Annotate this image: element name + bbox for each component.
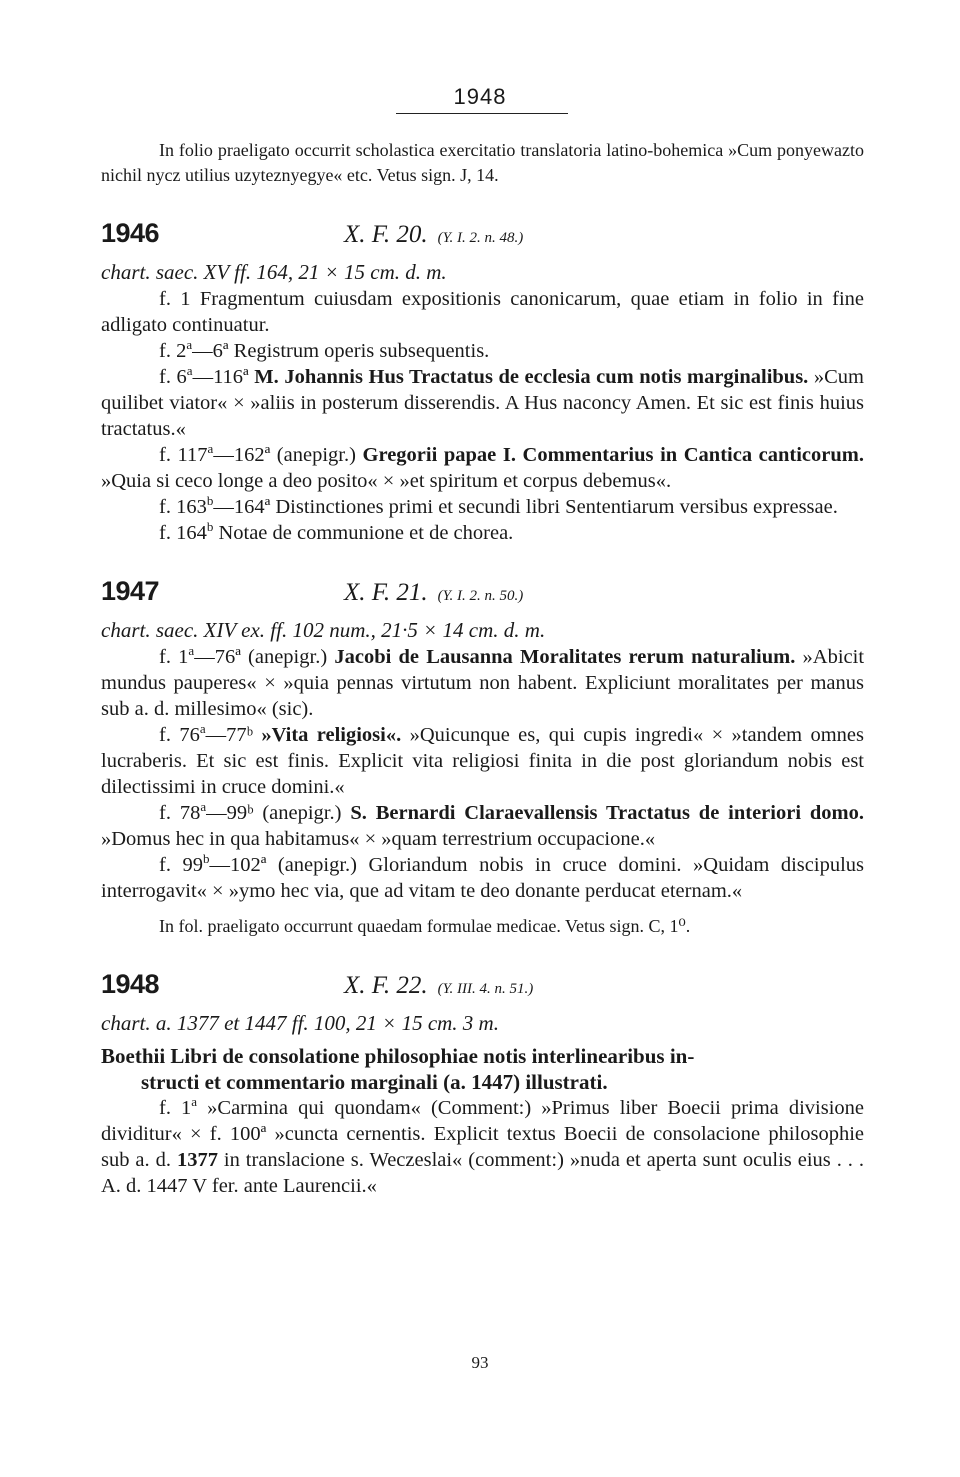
physical-description: chart. saec. XIV ex. ff. 102 num., 21·5 × 14 cm. d. m. — [101, 618, 546, 642]
incipit-explicit: »Quia si ceco longe a deo posito« × »et spiritum et corpus debemus«. — [101, 470, 672, 492]
folio-content — [101, 286, 864, 338]
folio-side: a — [186, 337, 193, 353]
work-heading: M. Johannis Hus Tractatus de ecclesia cum notis marginalibus. — [254, 366, 809, 388]
incipit-explicit: »Abicit mundus pauperes« × »quia pennas virtutum non habent. Expliciunt moralitates per manus sub a. d. millesimo« (sic). — [101, 646, 865, 720]
work-heading: 1377 — [176, 1149, 218, 1171]
entry-number: 1947 — [101, 576, 160, 606]
folio-text: —6ª Registrum operis subsequentis. — [192, 340, 490, 362]
entry-number: 1946 — [101, 218, 160, 248]
old-signature: (Y. III. 4. n. 51.) — [437, 981, 534, 997]
incipit-explicit: Fragmentum cuiusdam expositionis canonicarum, quae etiam in folio in fine adligato continuatur. — [101, 288, 865, 336]
folio-side: a — [200, 799, 207, 815]
old-signature: (Y. I. 2. n. 48.) — [437, 230, 524, 246]
incipit-explicit: »Quicunque es, qui cupis ingredi« × »tandem omnes lucraberis. Et sic est finis. Explicit vita religiosi finita in die post gloriandum nobis est dilectissimi in cruce domini.« — [101, 724, 865, 798]
work-heading: S. Bernardi Claraevallensis Tractatus de interiori domo. — [350, 802, 864, 824]
work-heading: Jacobi de Lausanna Moralitates rerum naturalium. — [334, 646, 796, 668]
folio-text: —76ª (anepigr.) — [194, 646, 335, 668]
folio-content — [101, 494, 864, 520]
folio-content — [101, 852, 864, 904]
entry-note: In fol. praeligato occurrunt quaedam formulae medicae. Vetus sign. C, 1⁰. — [159, 916, 691, 936]
folio-ref: f. 1 — [159, 646, 189, 668]
work-title-line: Boethii Libri de consolatione philosophiae notis interlinearibus in- — [101, 1044, 695, 1068]
shelf-signature: X. F. 21. — [344, 579, 428, 606]
folio-ref: f. 164 — [159, 522, 207, 544]
shelf-signature: X. F. 22. — [344, 972, 428, 999]
work-heading: »Vita religiosi«. — [261, 724, 402, 746]
folio-text: —164ª Distinctiones primi et secundi libri Sententiarum versibus expressae. — [213, 496, 838, 518]
folio-side: a — [207, 441, 214, 457]
intro-note: In folio praeligato occurrit scholastica exercitatio translatoria latino-bohemica »Cum ponyewazto nichil nycz utilius uzyteznyegye« etc. Vetus sign. J, 14. — [101, 140, 864, 185]
folio-text: —162ª (anepigr.) — [213, 444, 363, 466]
work-title — [101, 1043, 864, 1095]
folio-content — [101, 364, 864, 442]
folio-side: a — [188, 643, 195, 659]
work-title-line: structi et commentario marginali (a. 1447) illustrati. — [141, 1070, 608, 1094]
folio-content — [101, 338, 864, 364]
shelf-signature: X. F. 20. — [344, 221, 428, 248]
incipit-explicit: »Domus hec in qua habitamus« × »quam terrestrium occupacione.« — [101, 828, 656, 850]
folio-content — [101, 800, 864, 852]
work-heading: Gregorii papae I. Commentarius in Cantica canticorum. — [362, 444, 864, 466]
entry-heading — [101, 969, 864, 1009]
physical-description: chart. saec. XV ff. 164, 21 × 15 cm. d. m. — [101, 260, 447, 284]
folio-ref: f. 1 — [159, 288, 191, 310]
folio-content — [101, 644, 864, 722]
folio-ref: f. 2 — [159, 340, 187, 362]
folio-text: Notae de communione et de chorea. — [213, 522, 514, 544]
folio-ref: f. 163 — [159, 496, 207, 518]
folio-side: a — [186, 363, 193, 379]
folio-text: »Carmina qui quondam« (Comment:) »Primus liber Boecii prima divisione dividitur« × f. 100ª »cuncta cernentis. Explicit textus Boecii de consolacione philosophie sub a. d. — [101, 1097, 865, 1171]
page-number: 93 — [471, 1353, 489, 1372]
folio-side: a — [199, 721, 206, 737]
old-signature: (Y. I. 2. n. 50.) — [437, 588, 524, 604]
folio-ref: f. 1 — [159, 1097, 192, 1119]
folio-side: a — [191, 1094, 198, 1110]
incipit-explicit: in translacione s. Weczeslai« (comment:) »nuda et aperta sunt oculis eius . . . A. d. 1447 V fer. ante Laurencii.« — [101, 1149, 865, 1197]
folio-text: —102ª (anepigr.) Gloriandum nobis in cruce domini. »Quidam discipulus interrogavit« × »ymo hec via, que ad vitam te deo donante perducat eternam.« — [101, 854, 865, 902]
incipit-explicit: »Cum quilibet viator« × »aliis in posterum disserendis. A Hus naconcy Amen. Et sic est finis huius tractatus.« — [101, 366, 864, 440]
entry-number: 1948 — [101, 969, 160, 999]
folio-side: b — [206, 519, 214, 535]
physical-description: chart. a. 1377 et 1447 ff. 100, 21 × 15 cm. 3 m. — [101, 1011, 499, 1035]
folio-content — [101, 722, 864, 800]
catalogue-content — [101, 138, 864, 1199]
folio-text: —99ᵇ (anepigr.) — [206, 802, 351, 824]
folio-ref: f. 76 — [159, 724, 200, 746]
folio-ref: f. 6 — [159, 366, 187, 388]
entry-heading — [101, 218, 864, 258]
entry-heading — [101, 576, 864, 616]
folio-content — [101, 1095, 864, 1199]
folio-content — [101, 442, 864, 494]
folio-ref: f. 117 — [159, 444, 208, 466]
folio-content — [101, 520, 864, 546]
folio-ref: f. 78 — [159, 802, 201, 824]
folio-text: —116ª — [192, 366, 255, 388]
folio-side: b — [202, 851, 210, 867]
entries-container — [101, 218, 864, 1199]
running-head: 1948 — [453, 84, 507, 109]
folio-side: b — [206, 493, 214, 509]
folio-text: —77ᵇ — [205, 724, 262, 746]
folio-ref: f. 99 — [159, 854, 203, 876]
head-rule — [396, 113, 568, 114]
